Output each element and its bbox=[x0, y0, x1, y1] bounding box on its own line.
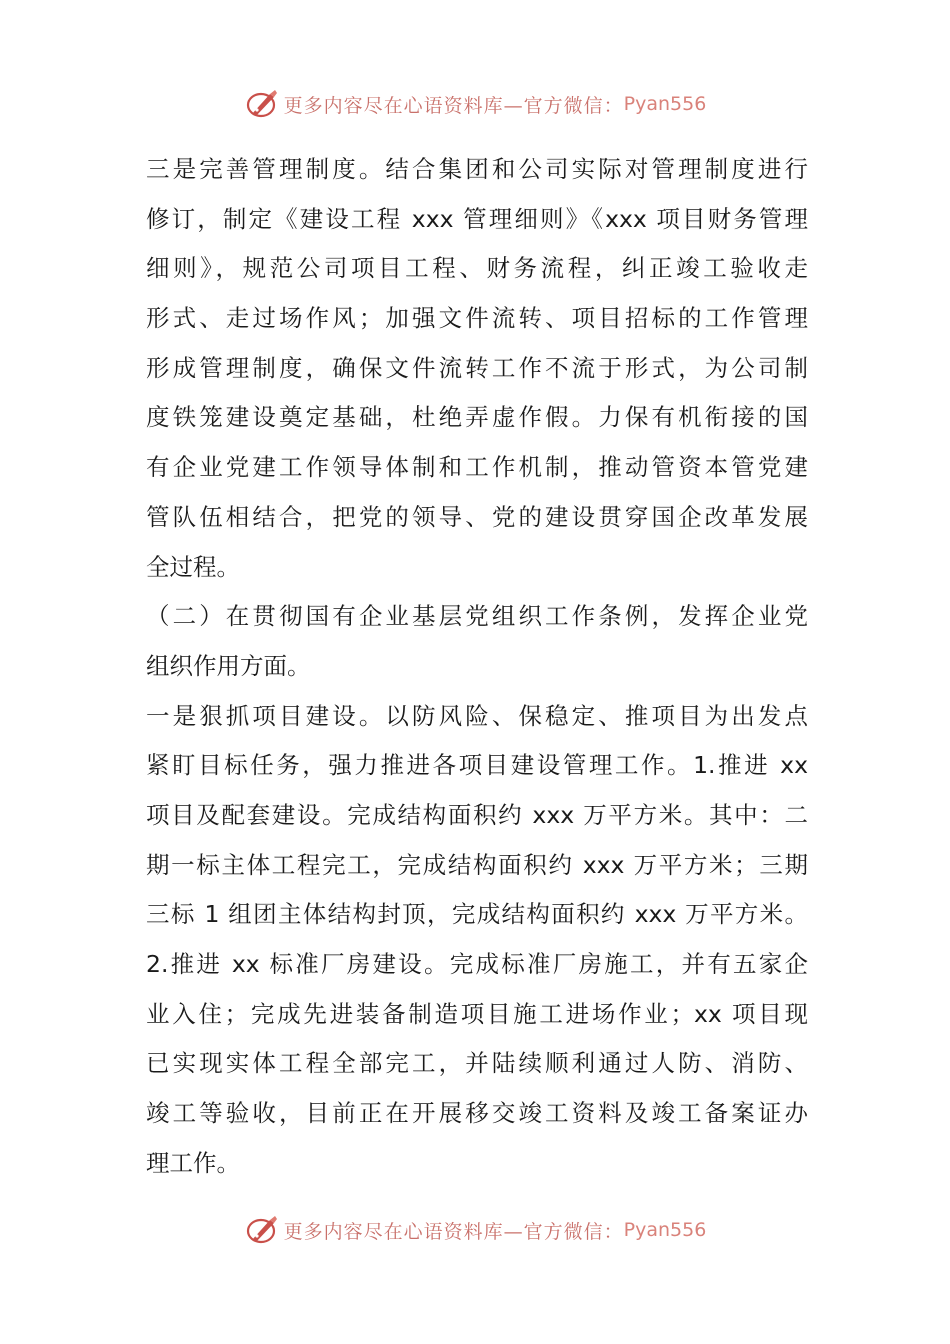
text-line: 紧盯目标任务，强力推进各项目建设管理工作。1.推进 xx bbox=[146, 751, 808, 780]
text-line: 期一标主体工程完工，完成结构面积约 xxx 万平方米；三期 bbox=[146, 850, 808, 879]
banner-text: 更多内容尽在心语资料库—官方微信： bbox=[283, 1220, 624, 1243]
text-line: （二）在贯彻国有企业基层党组织工作条例，发挥企业党 bbox=[146, 602, 808, 631]
text-line: 修订，制定《建设工程 xxx 管理细则》《xxx 项目财务管理 bbox=[146, 204, 808, 233]
header-watermark-banner bbox=[0, 82, 950, 126]
document-body bbox=[146, 145, 808, 1188]
text-line: 管队伍相结合，把党的领导、党的建设贯穿国企改革发展 bbox=[146, 502, 808, 531]
text-line: 已实现实体工程全部完工，并陆续顺利通过人防、消防、 bbox=[146, 1049, 808, 1078]
text-line: 竣工等验收，目前正在开展移交竣工资料及竣工备案证办 bbox=[146, 1099, 808, 1128]
banner-wechat-handle: Pyan556 bbox=[623, 1219, 707, 1241]
text-line: 2.推进 xx 标准厂房建设。完成标准厂房施工，并有五家企 bbox=[146, 950, 808, 978]
text-line: 有企业党建工作领导体制和工作机制，推动管资本管党建 bbox=[146, 453, 808, 482]
text-line: 细则》，规范公司项目工程、财务流程，纠正竣工验收走 bbox=[146, 254, 808, 283]
text-line: 业入住；完成先进装备制造项目施工进场作业；xx 项目现 bbox=[146, 999, 808, 1028]
pen-nib-logo-icon bbox=[244, 86, 280, 122]
text-line: 三标 1 组团主体结构封顶，完成结构面积约 xxx 万平方米。 bbox=[146, 900, 808, 929]
text-line: 度铁笼建设奠定基础，杜绝弄虚作假。力保有机衔接的国 bbox=[146, 403, 808, 432]
footer-watermark-banner bbox=[0, 1208, 950, 1252]
pen-nib-logo-icon bbox=[244, 1212, 280, 1248]
banner-wechat-handle: Pyan556 bbox=[623, 93, 707, 115]
text-line: 三是完善管理制度。结合集团和公司实际对管理制度进行 bbox=[146, 155, 808, 183]
text-line: 全过程。 bbox=[146, 552, 240, 581]
text-line: 组织作用方面。 bbox=[146, 651, 311, 680]
text-line: 一是狠抓项目建设。以防风险、保稳定、推项目为出发点 bbox=[146, 701, 808, 730]
text-line: 项目及配套建设。完成结构面积约 xxx 万平方米。其中：二 bbox=[146, 800, 808, 829]
banner-text: 更多内容尽在心语资料库—官方微信： bbox=[283, 94, 624, 117]
text-line: 理工作。 bbox=[146, 1148, 240, 1177]
text-line: 形成管理制度，确保文件流转工作不流于形式，为公司制 bbox=[146, 353, 808, 382]
text-line: 形式、走过场作风；加强文件流转、项目招标的工作管理 bbox=[146, 304, 808, 333]
